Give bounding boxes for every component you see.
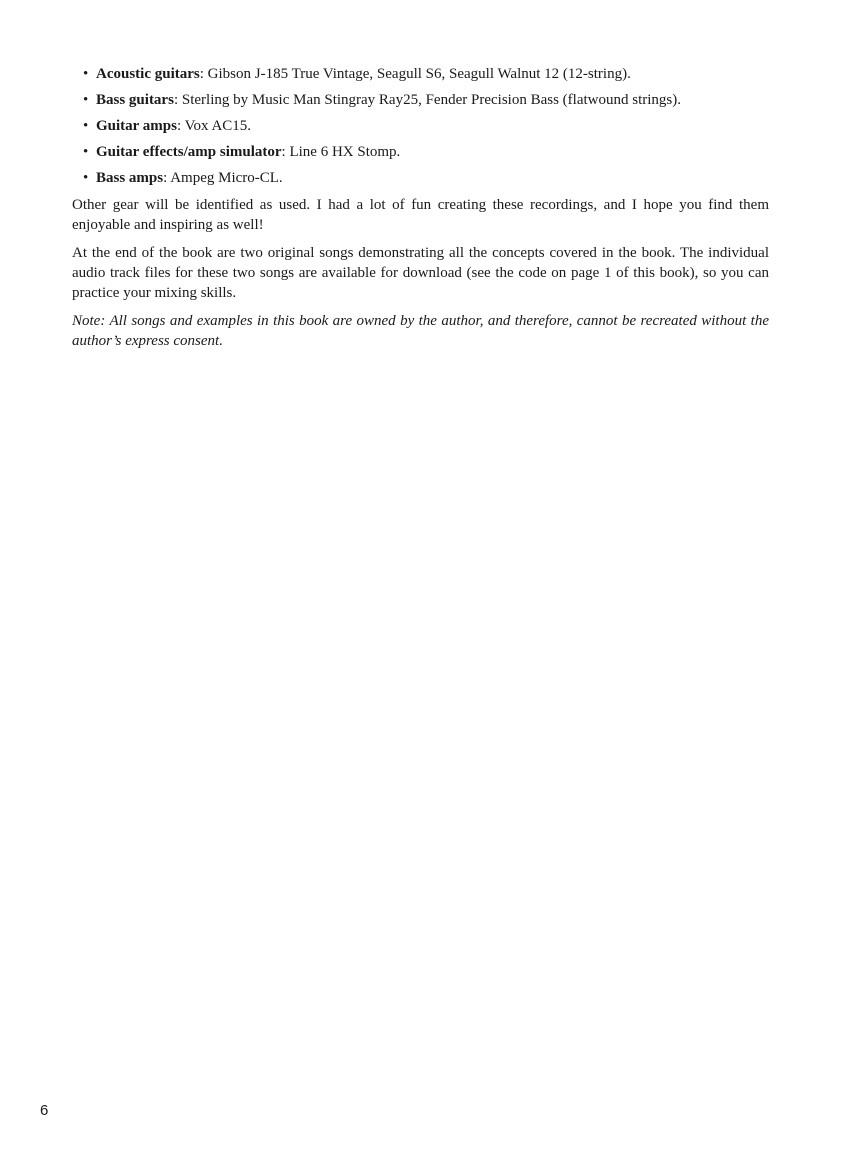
gear-detail: Line 6 HX Stomp. [285, 144, 401, 160]
paragraph-other-gear: Other gear will be identified as used. I had a lot of fun creating these recordings, and I hope you find them enjoyable and inspiring as well! [72, 197, 769, 233]
paragraph-original-songs: At the end of the book are two original songs demonstrating all the concepts covered in the book. The individual audio track files for these two songs are available for download (see the code on page 1 of this book), so you can practice your mixing skills. [72, 245, 769, 301]
page-number: 6 [40, 1102, 49, 1119]
gear-detail: Gibson J-185 True Vintage, Seagull S6, Seagull Walnut 12 (12-string). [203, 66, 631, 82]
gear-separator: : [163, 170, 168, 186]
gear-detail: Vox AC15. [181, 118, 252, 134]
gear-item-acoustic-guitars [72, 64, 769, 84]
gear-term: Guitar amps [96, 118, 177, 134]
gear-separator: : [176, 118, 182, 134]
page-body [72, 64, 769, 351]
gear-item-bass-amps [72, 168, 769, 188]
gear-item-guitar-effects [72, 142, 769, 162]
bullet: • [83, 144, 89, 160]
gear-term: Bass amps [96, 170, 164, 186]
gear-separator: : [281, 144, 286, 160]
gear-detail: Ampeg Micro-CL. [167, 170, 283, 186]
bullet: • [83, 170, 89, 186]
gear-term: Bass guitars [96, 92, 174, 108]
bullet: • [83, 66, 89, 82]
bullet: • [83, 92, 89, 108]
gear-term: Acoustic guitars [96, 66, 200, 82]
gear-separator: : [173, 92, 179, 108]
copyright-note: Note: All songs and examples in this book are owned by the author, and therefore, cannot be recreated without the author’s express consent. [72, 313, 769, 349]
gear-list [72, 64, 769, 188]
gear-item-guitar-amps [72, 116, 769, 136]
gear-term: Guitar effects/amp simulator [96, 144, 282, 160]
gear-separator: : [199, 66, 204, 82]
gear-detail: Sterling by Music Man Stingray Ray25, Fender Precision Bass (flatwound strings). [178, 92, 681, 108]
bullet: • [83, 118, 89, 134]
gear-item-bass-guitars [72, 90, 769, 110]
